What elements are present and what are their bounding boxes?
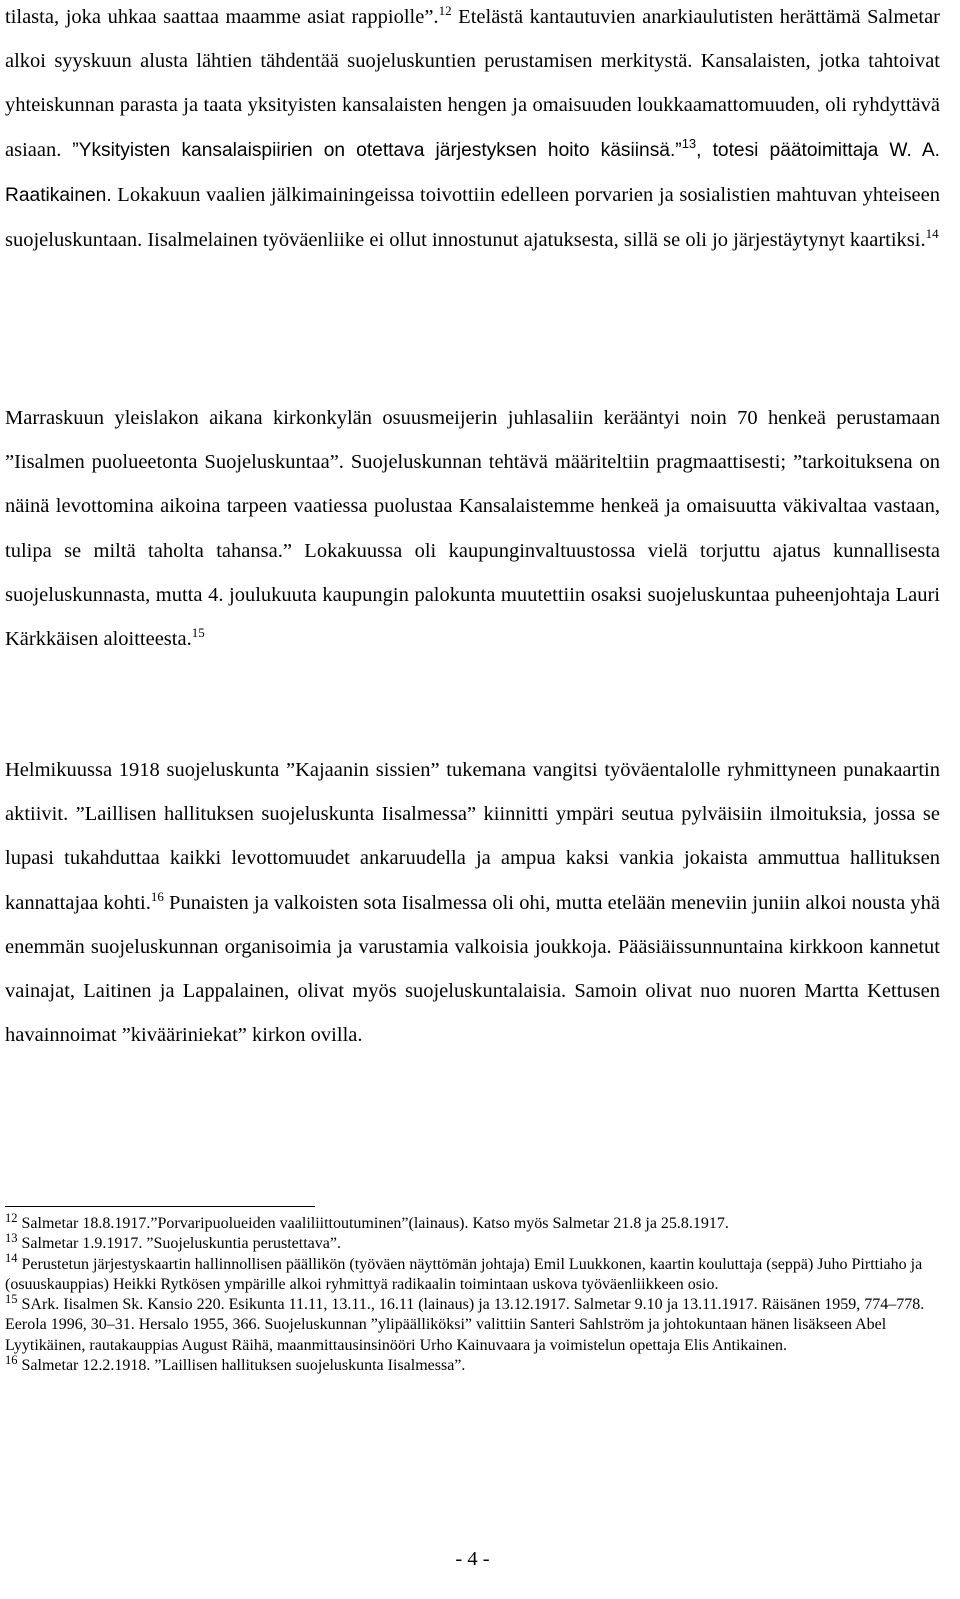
paragraph-3: [5, 748, 940, 1057]
footnote-number: 16: [5, 1352, 18, 1367]
footnote-ref-16[interactable]: 16: [150, 888, 164, 904]
footnotes: [5, 1210, 940, 1376]
footnote-ref-12[interactable]: 12: [438, 3, 452, 19]
footnote-number: 12: [5, 1210, 18, 1225]
p2-text-1: Marraskuun yleislakon aikana kirkonkylän osuusmeijerin juhlasaliin kerääntyi noin 70 henkeä perustamaan ”Iisalmen puolueetonta Suojeluskuntaa”. Suojeluskunnan tehtävä määriteltiin pragmaattisesti; ”tarkoituksena on näinä levottomina aikoina tarpeen vaatiessa puolustaa Kansalaistemme henkeä ja omaisuutta väkivaltaa vastaan, tulipa se miltä taholta tahansa.” Lokakuussa oli kaupunginvaltuustossa vielä torjuttu ajatus kunnallisesta suojeluskunnasta, mutta 4. joulukuuta kaupungin palokunta muutettiin osaksi suojeluskuntaa puheenjohtaja Lauri Kärkkäisen aloitteesta.: [5, 407, 940, 651]
footnote-15: [5, 1291, 940, 1356]
footnote-ref-13[interactable]: 13: [681, 135, 697, 151]
footnote-ref-14[interactable]: 14: [925, 226, 939, 242]
p3-text-2: Punaisten ja valkoisten sota Iisalmessa oli ohi, mutta etelään meneviin juniin alkoi nousta yhä enemmän suojeluskunnan organisoimia ja varustamia valkoisia joukkoja. Pääsiäissunnuntaina kirkkoon kannetut vainajat, Laitinen ja Lappalainen, olivat myös suojeluskuntalaisia. Samoin olivat nuo nuoren Martta Kettusen havainnoimat ”kivääriniekat” kirkon ovilla.: [5, 891, 940, 1047]
footnote-14: [5, 1251, 940, 1296]
paragraph-1: [5, 0, 940, 262]
footnote-number: 13: [5, 1230, 18, 1245]
p1-text-2: Etelästä kantautuvien anarkiaulutisten herättämä Salmetar alkoi syyskuun alusta lähtien tähdentää suojeluskuntien perustamisen merkitystä. Kansalaisten, jotka tahtoivat yhteiskunnan parasta ja taata yksityisten kansalaisten hengen ja omaisuuden loukkaamattomuuden, oli ryhdyttävä asiaan.: [5, 6, 940, 161]
footnote-16: [5, 1352, 940, 1376]
page-number: - 4 -: [455, 1548, 490, 1570]
footnote-text: Salmetar 12.2.1918. ”Laillisen hallituksen suojeluskunta Iisalmessa”.: [21, 1357, 466, 1375]
p1-quote: ”Yksityisten kansalaispiirien on otettava järjestyksen hoito käsiinsä.”: [72, 139, 682, 161]
paragraph-2: [5, 396, 940, 661]
footnote-13: [5, 1230, 940, 1254]
p1-text-1: tilasta, joka uhkaa saattaa maamme asiat rappiolle”.: [5, 6, 439, 28]
footnote-number: 15: [5, 1291, 18, 1306]
p1-text-4: Lokakuun vaalien jälkimainingeissa toivottiin edelleen porvarien ja sosialistien mahtuvan yhteiseen suojeluskuntaan. Iisalmelainen työväenliike ei ollut innostunut ajatuksesta, sillä se oli jo järjestäytynyt kaartiksi.: [5, 183, 940, 252]
p1-text-3: , totesi päätoimittaja W. A. Raatikainen.: [5, 139, 940, 206]
footnote-12: [5, 1210, 940, 1234]
footnote-ref-15[interactable]: 15: [191, 625, 205, 641]
footnote-text: SArk. Iisalmen Sk. Kansio 220. Esikunta 11.11, 13.11., 16.11 (lainaus) ja 13.12.1917. Salmetar 9.10 ja 13.11.1917. Räisänen 1959, 774–778. Eerola 1996, 30–31. Hersalo 1955, 366. Suojeluskunnan ”ylipäälliköksi” valittiin Santeri Sahlström ja johtokuntaan hänen lisäkseen Abel Lyytikäinen, rautakauppias August Räihä, maanmittausinsinööri Urho Kainuvaara ja voimistelun opettaja Elis Antikainen.: [5, 1296, 925, 1354]
p3-text-1: Helmikuussa 1918 suojeluskunta ”Kajaanin sissien” tukemana vangitsi työväentalolle ryhmittyneen punakaartin aktiivit. ”Laillisen hallituksen suojeluskunta Iisalmessa” kiinnitti ympäri seutua pylväisiin ilmoituksia, jossa se lupasi tukahduttaa kaikki levottomuudet ankaruudella ja ampua kaksi vankia jokaista ammuttua hallituksen kannattajaa kohti.: [5, 759, 940, 914]
footnote-text: Perustetun järjestyskaartin hallinnollisen päällikön (työväen näyttömän johtaja) Emil Luukkonen, kaartin kouluttaja (seppä) Juho Pirttiaho ja (osuuskauppias) Heikki Rytkösen ympärille alkoi ryhmittyä radikaalin toimintaan uskova työväenliikkeen osio.: [5, 1255, 923, 1293]
footnote-text: Salmetar 1.9.1917. ”Suojeluskuntia perustettava”.: [21, 1235, 341, 1253]
footnote-separator: [5, 1206, 315, 1207]
footnote-number: 14: [5, 1251, 18, 1266]
footnote-text: Salmetar 18.8.1917.”Porvaripuolueiden vaaliliittoutuminen”(lainaus). Katso myös Salmetar 21.8 ja 25.8.1917.: [21, 1215, 729, 1232]
